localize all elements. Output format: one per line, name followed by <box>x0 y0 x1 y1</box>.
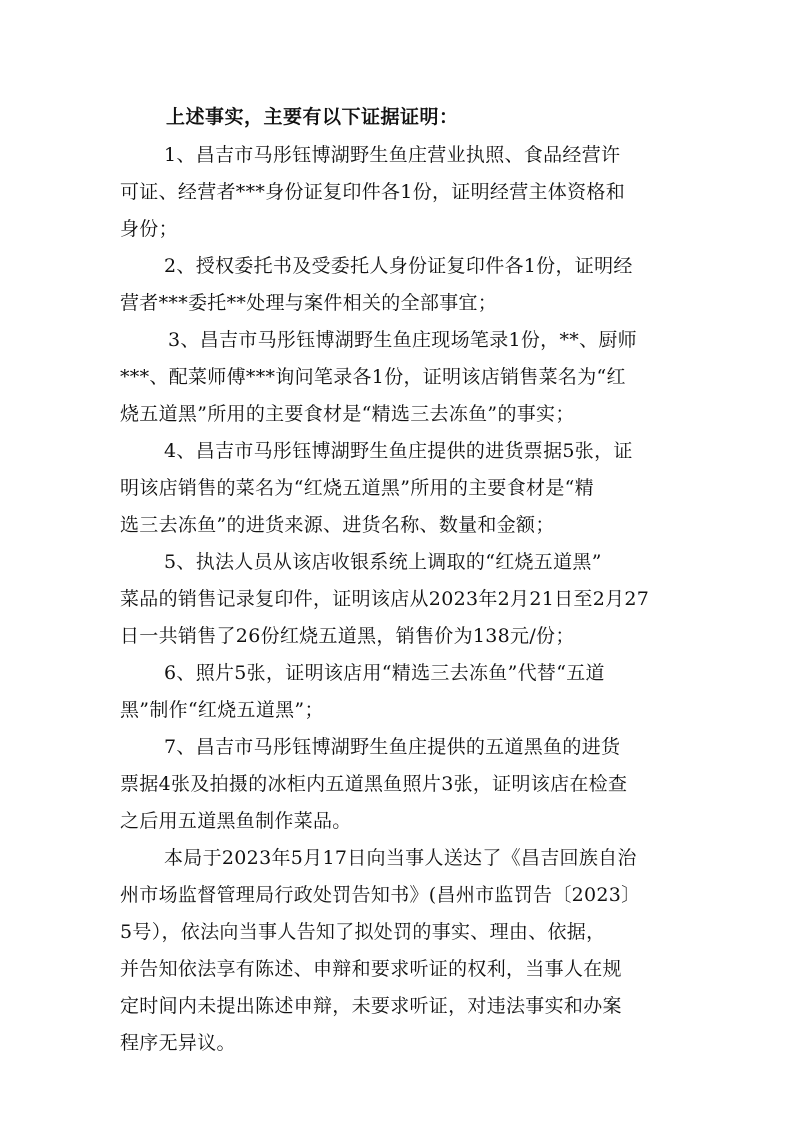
paragraph-line: 之后用五道黑鱼制作菜品。 <box>120 810 352 832</box>
paragraph-line: 5号），依法向当事人告知了拟处罚的事实、理由、依据， <box>120 921 606 943</box>
paragraph-line: 7、昌吉市马彤钰博湖野生鱼庄提供的五道黑鱼的进货 <box>164 736 621 758</box>
evidence-heading: 上述事实，主要有以下证据证明： <box>166 106 459 128</box>
paragraph-line: 6、照片5张，证明该店用“精选三去冻鱼”代替“五道 <box>164 662 605 684</box>
paragraph-line: 2、授权委托书及受委托人身份证复印件各1份，证明经 <box>164 255 633 277</box>
paragraph-line: 票据4张及拍摄的冰柜内五道黑鱼照片3张，证明该店在检查 <box>120 773 628 795</box>
paragraph-line: 日一共销售了26份红烧五道黑，销售价为138元/份； <box>120 625 575 647</box>
paragraph-line: 明该店销售的菜名为“红烧五道黑”所用的主要食材是“精 <box>120 477 594 499</box>
paragraph-line: 1、昌吉市马彤钰博湖野生鱼庄营业执照、食品经营许 <box>164 144 621 166</box>
paragraph-line: 烧五道黑”所用的主要食材是“精选三去冻鱼”的事实； <box>120 403 575 425</box>
paragraph-line: 4、昌吉市马彤钰博湖野生鱼庄提供的进货票据5张，证 <box>164 440 633 462</box>
paragraph-line: 身份； <box>120 218 178 240</box>
paragraph-line: 定时间内未提出陈述申辩，未要求听证，对违法事实和办案 <box>120 995 622 1017</box>
paragraph-line: 并告知依法享有陈述、申辩和要求听证的权利，当事人在规 <box>120 958 622 980</box>
paragraph-line: 州市场监督管理局行政处罚告知书》(昌州市监罚告〔2023〕 <box>120 884 641 906</box>
paragraph-line: 可证、经营者***身份证复印件各1份，证明经营主体资格和 <box>120 181 625 203</box>
paragraph-line: 本局于2023年5月17日向当事人送达了《昌吉回族自治 <box>164 847 637 869</box>
paragraph-line: 营者***委托**处理与案件相关的全部事宜； <box>120 292 498 314</box>
paragraph-line: 选三去冻鱼”的进货来源、进货名称、数量和金额； <box>120 514 555 536</box>
paragraph-line: 5、执法人员从该店收银系统上调取的“红烧五道黑” <box>164 551 602 573</box>
paragraph-line: 菜品的销售记录复印件，证明该店从2023年2月21日至2月27 <box>120 588 650 610</box>
paragraph-line: 3、昌吉市马彤钰博湖野生鱼庄现场笔录1份，**、厨师 <box>168 329 637 351</box>
paragraph-line: 程序无异议。 <box>120 1032 236 1054</box>
paragraph-line: ***、配菜师傅***询问笔录各1份，证明该店销售菜名为“红 <box>120 366 626 388</box>
paragraph-line: 黑”制作“红烧五道黑”； <box>120 699 324 721</box>
